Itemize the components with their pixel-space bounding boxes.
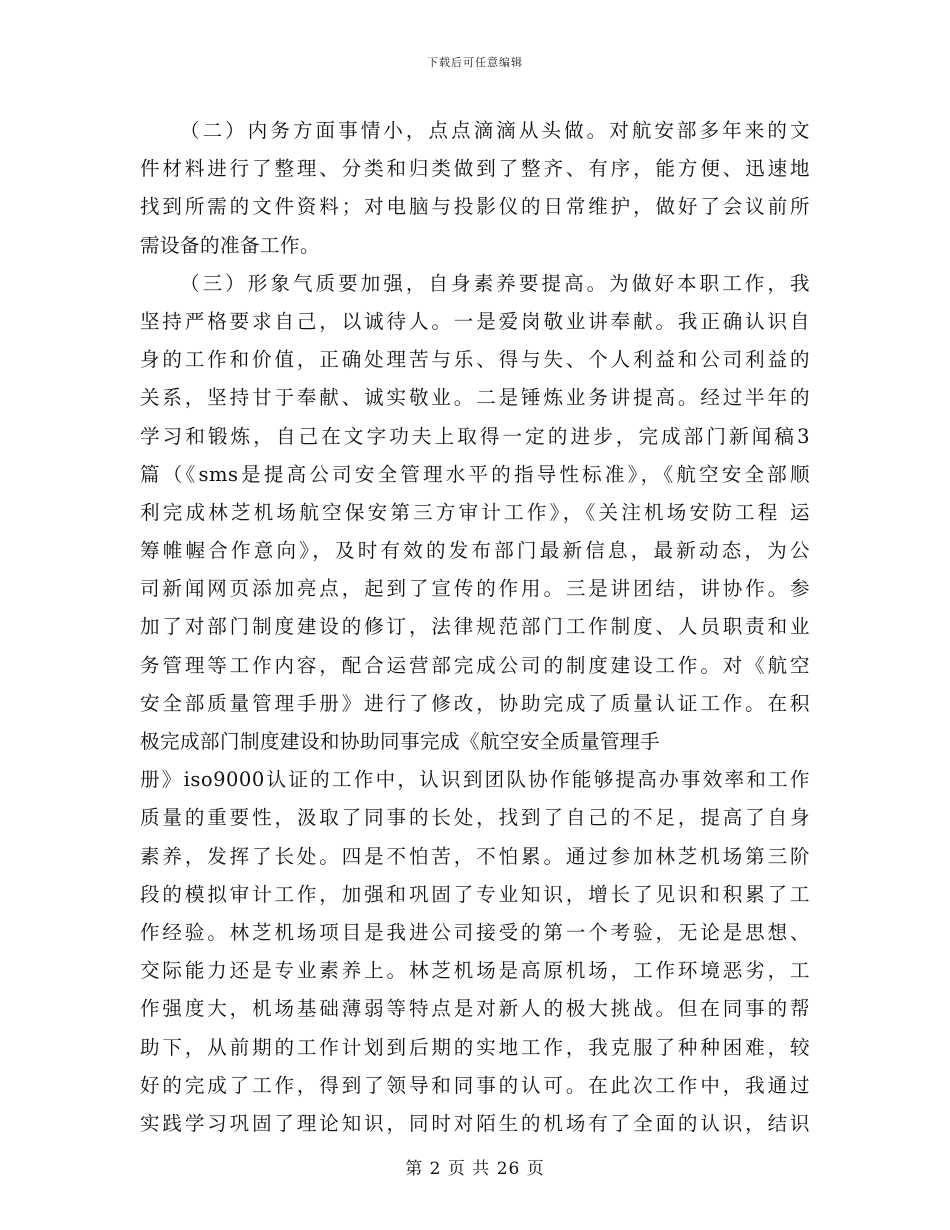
text-line: 学习和锻炼，自己在文字功夫上取得一定的进步，完成部门新闻稿3	[140, 424, 810, 448]
text-line: 需设备的准备工作。	[140, 233, 321, 257]
text-line: 好的完成了工作，得到了领导和同事的认可。在此次工作中，我通过	[140, 1073, 810, 1097]
text-line: 作经验。林芝机场项目是我进公司接受的第一个考验，无论是思想、	[140, 920, 810, 944]
text-line: 司新闻网页添加亮点，起到了宣传的作用。三是讲团结，讲协作。参	[140, 577, 810, 601]
page-footer: 第 2 页 共 26 页	[405, 1159, 545, 1179]
text-line: 篇（《sms是提高公司安全管理水平的指导性标准》，《航空安全部顺	[140, 462, 810, 486]
text-line: 安全部质量管理手册》进行了修改，协助完成了质量认证工作。在积	[140, 691, 810, 715]
text-line: 质量的重要性，汲取了同事的长处，找到了自己的不足，提高了自身	[140, 806, 810, 830]
text-line: 册》iso9000认证的工作中，认识到团队协作能够提高办事效率和工作	[140, 768, 810, 792]
page-header: 下载后可任意编辑	[427, 56, 523, 69]
text-line: 利完成林芝机场航空保安第三方审计工作》，《关注机场安防工程 运	[140, 500, 810, 524]
text-line: 交际能力还是专业素养上。林芝机场是高原机场，工作环境恶劣，工	[140, 959, 810, 983]
document-body	[140, 112, 810, 1143]
text-line: 筹帷幄合作意向》，及时有效的发布部门最新信息，最新动态，为公	[140, 539, 810, 563]
text-line: 件材料进行了整理、分类和归类做到了整齐、有序，能方便、迅速地	[140, 157, 810, 181]
text-line: （三）形象气质要加强，自身素养要提高。为做好本职工作，我	[180, 271, 810, 295]
text-line: （二）内务方面事情小，点点滴滴从头做。对航安部多年来的文	[180, 119, 810, 142]
text-line: 作强度大，机场基础薄弱等特点是对新人的极大挑战。但在同事的帮	[140, 997, 810, 1021]
text-line: 关系，坚持甘于奉献、诚实敬业。二是锤炼业务讲提高。经过半年的	[140, 386, 810, 410]
text-line: 素养，发挥了长处。四是不怕苦，不怕累。通过参加林芝机场第三阶	[140, 844, 810, 868]
text-line: 极完成部门制度建设和协助同事完成《航空安全质量管理手	[140, 730, 661, 753]
text-line: 坚持严格要求自己，以诚待人。一是爱岗敬业讲奉献。我正确认识自	[140, 309, 810, 333]
text-line: 段的模拟审计工作，加强和巩固了专业知识，增长了见识和积累了工	[140, 882, 810, 906]
text-line: 助下，从前期的工作计划到后期的实地工作，我克服了种种困难，较	[140, 1035, 810, 1059]
text-line: 实践学习巩固了理论知识，同时对陌生的机场有了全面的认识，结识	[140, 1111, 810, 1135]
text-line: 找到所需的文件资料；对电脑与投影仪的日常维护，做好了会议前所	[140, 195, 810, 219]
text-line: 加了对部门制度建设的修订，法律规范部门工作制度、人员职责和业	[140, 615, 810, 639]
text-line: 身的工作和价值，正确处理苦与乐、得与失、个人利益和公司利益的	[140, 348, 810, 372]
text-line: 务管理等工作内容，配合运营部完成公司的制度建设工作。对《航空	[140, 653, 810, 677]
